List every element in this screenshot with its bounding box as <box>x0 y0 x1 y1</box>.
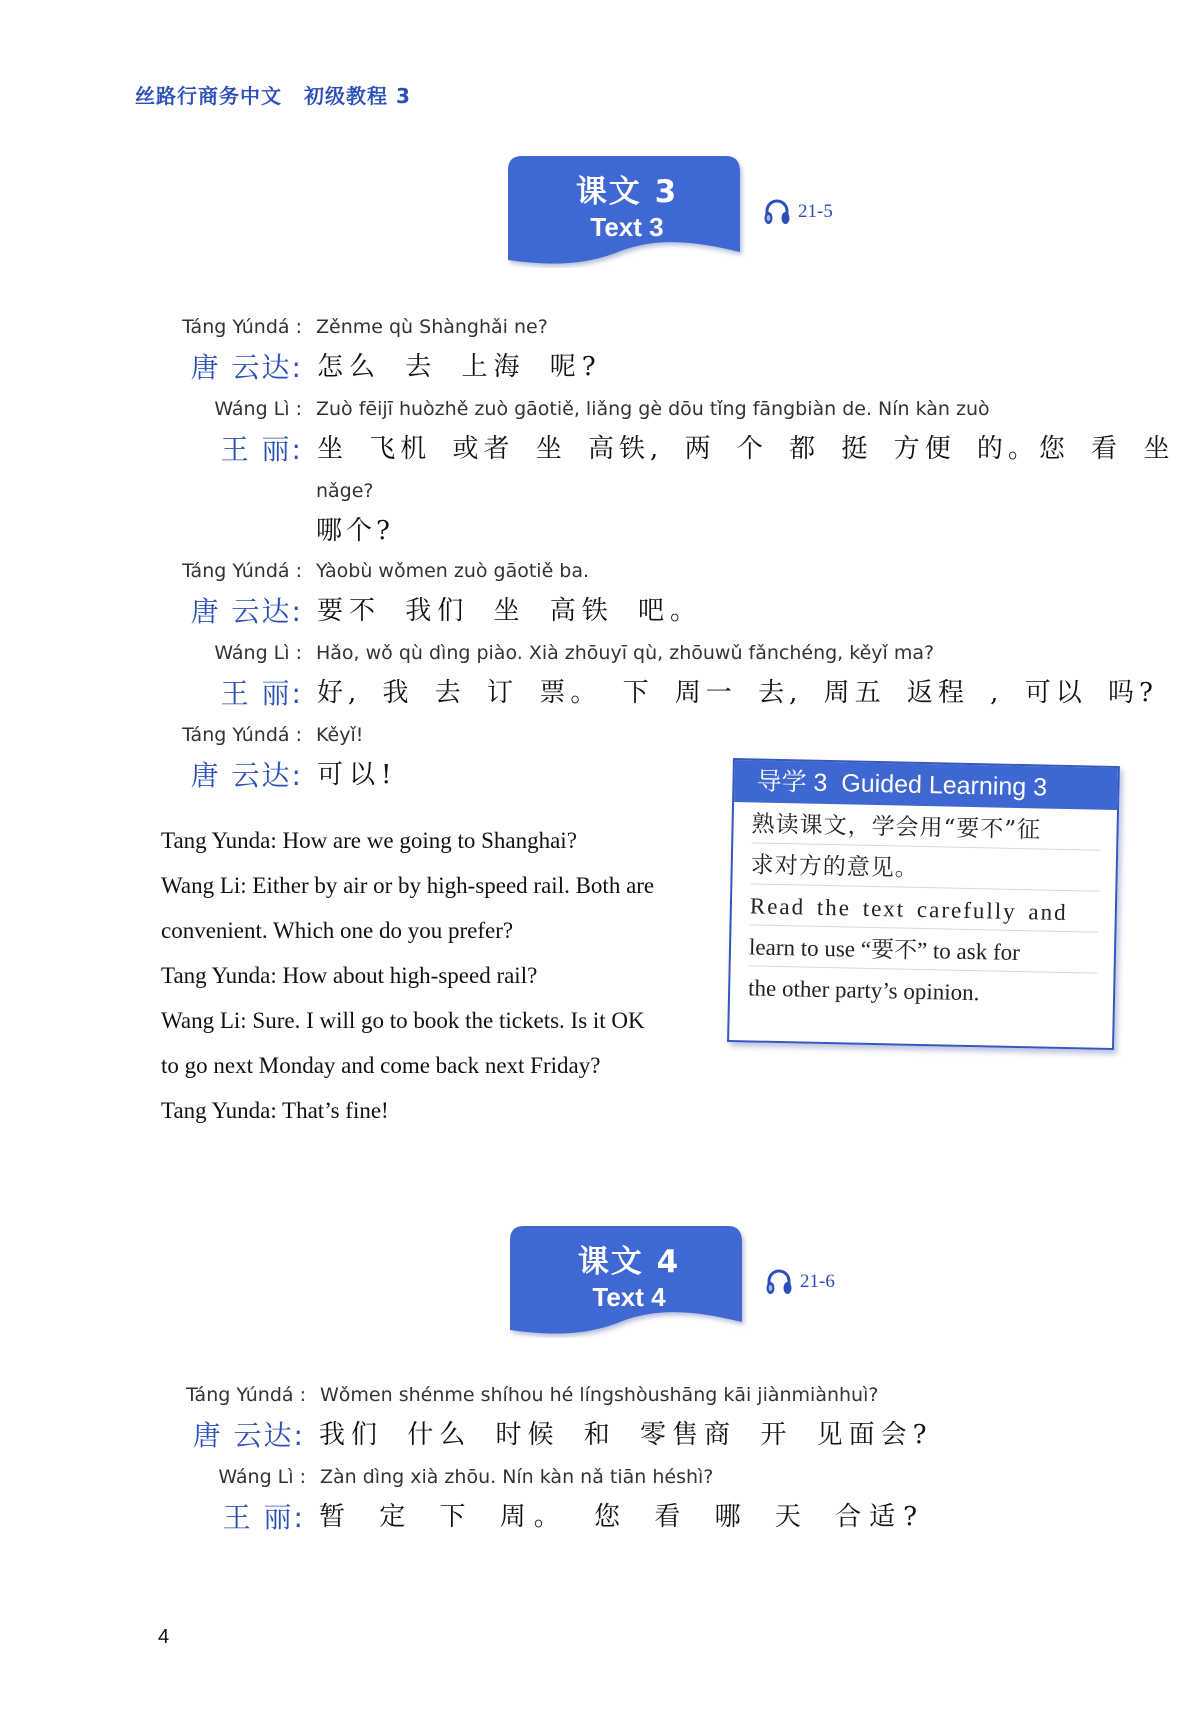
guided-line-en: learn to use “要不” to ask for <box>749 925 1099 973</box>
speaker-hanzi: 唐 云达: <box>190 595 303 628</box>
hanzi-text: 暂 定 下 周。 您 看 哪 天 合适? <box>319 1502 926 1532</box>
dialogue-pinyin-row <box>170 1466 713 1488</box>
audio-track-21-6[interactable] <box>764 1268 835 1296</box>
guided-line-cn: 求对方的意见。 <box>750 843 1100 891</box>
dialogue-pinyin-row <box>168 560 589 582</box>
speaker-hanzi: 王 丽: <box>222 1501 305 1534</box>
banner-title-en: Text 3 <box>590 212 664 242</box>
dialogue-hanzi-row <box>175 346 602 386</box>
guided-learning-body <box>730 802 1117 1014</box>
guided-line-en: Read the text carefully and <box>749 884 1099 932</box>
speaker-pinyin: Táng Yúndá : <box>182 724 302 746</box>
series-title: 丝路行商务中文 <box>135 84 282 108</box>
guided-line-cn: 熟读课文，学会用“要不”征 <box>751 802 1101 850</box>
pinyin-text: Zàn dìng xià zhōu. Nín kàn nǎ tiān héshì? <box>320 1466 714 1488</box>
translation-line: to go next Monday and come back next Friday? <box>161 1053 601 1078</box>
dialogue-hanzi-row <box>177 1414 933 1454</box>
hanzi-text: 坐 飞机 或者 坐 高铁, 两 个 都 挺 方便 的。您 看 坐 <box>317 434 1175 464</box>
speaker-hanzi: 王 丽: <box>220 433 303 466</box>
guided-header-cn: 导学 3 <box>756 767 828 797</box>
text3-banner <box>508 156 746 268</box>
guided-header-en: Guided Learning 3 <box>841 769 1048 802</box>
translation-line: Wang Li: Either by air or by high-speed rail. Both are <box>161 873 655 898</box>
speaker-hanzi: 王 丽: <box>220 677 303 710</box>
pinyin-text: Zěnme qù Shànghǎi ne? <box>316 316 548 338</box>
headphones-icon <box>762 198 792 226</box>
banner-title-cn: 课文 4 <box>577 1244 681 1280</box>
audio-track-number: 21-5 <box>798 201 833 222</box>
speaker-pinyin: Wáng Lì : <box>214 398 302 420</box>
hanzi-text: 我们 什么 时候 和 零售商 开 见面会? <box>319 1420 933 1450</box>
text4-banner <box>510 1226 748 1338</box>
hanzi-continuation: 哪个? <box>316 516 394 546</box>
dialogue-pinyin-row <box>168 724 363 746</box>
banner-title-cn: 课文 3 <box>575 174 679 210</box>
translation-line: convenient. Which one do you prefer? <box>161 918 514 943</box>
dialogue-hanzi-row <box>175 672 1158 712</box>
page-number: 4 <box>158 1626 170 1648</box>
pinyin-text: Wǒmen shénme shíhou hé língshòushāng kāi jiànmiànhuì? <box>320 1384 879 1406</box>
hanzi-text: 好, 我 去 订 票。 下 周一 去, 周五 返程 , 可以 吗? <box>317 678 1158 708</box>
pinyin-text: Yàobù wǒmen zuò gāotiě ba. <box>316 560 590 582</box>
volume-title: 初级教程 3 <box>304 84 411 108</box>
dialogue-hanzi-row <box>175 590 702 630</box>
pinyin-continuation: nǎge? <box>316 480 374 502</box>
speaker-hanzi: 唐 云达: <box>190 759 303 792</box>
dialogue-hanzi-row <box>177 1496 925 1536</box>
dialogue-pinyin-row <box>168 316 548 338</box>
translation-line: Wang Li: Sure. I will go to book the tickets. Is it OK <box>161 1008 645 1033</box>
banner-title-en: Text 4 <box>592 1282 666 1312</box>
translation-line: Tang Yunda: How are we going to Shanghai? <box>161 828 577 853</box>
speaker-pinyin: Wáng Lì : <box>214 642 302 664</box>
pinyin-text: Hǎo, wǒ qù dìng piào. Xià zhōuyī qù, zhōuwǔ fǎnchéng, kěyǐ ma? <box>316 642 935 664</box>
dialogue-pinyin-row <box>170 1384 878 1406</box>
translation-line: Tang Yunda: How about high-speed rail? <box>161 963 538 988</box>
running-head <box>135 80 411 109</box>
speaker-pinyin: Táng Yúndá : <box>186 1384 306 1406</box>
speaker-pinyin: Táng Yúndá : <box>182 316 302 338</box>
headphones-icon <box>764 1268 794 1296</box>
guided-learning-box <box>727 758 1120 1050</box>
hanzi-text: 可以! <box>317 760 398 790</box>
pinyin-text: Kěyǐ! <box>316 724 364 746</box>
speaker-hanzi: 唐 云达: <box>190 351 303 384</box>
hanzi-text: 要不 我们 坐 高铁 吧。 <box>317 596 703 626</box>
dialogue-pinyin-row <box>168 398 990 420</box>
speaker-hanzi: 唐 云达: <box>192 1419 305 1452</box>
audio-track-number: 21-6 <box>800 1271 835 1292</box>
dialogue-hanzi-row <box>175 428 1174 468</box>
hanzi-text: 怎么 去 上海 呢? <box>317 352 602 382</box>
pinyin-text: Zuò fēijī huòzhě zuò gāotiě, liǎng gè dōu tǐng fāngbiàn de. Nín kàn zuò <box>316 398 990 420</box>
dialogue-pinyin-row <box>168 642 934 664</box>
guided-line-en: the other party’s opinion. <box>747 975 980 1006</box>
audio-track-21-5[interactable] <box>762 198 833 226</box>
speaker-pinyin: Wáng Lì : <box>218 1466 306 1488</box>
speaker-pinyin: Táng Yúndá : <box>182 560 302 582</box>
english-translation <box>161 818 721 1133</box>
dialogue-hanzi-row <box>175 754 397 794</box>
translation-line: Tang Yunda: That’s fine! <box>161 1098 389 1123</box>
